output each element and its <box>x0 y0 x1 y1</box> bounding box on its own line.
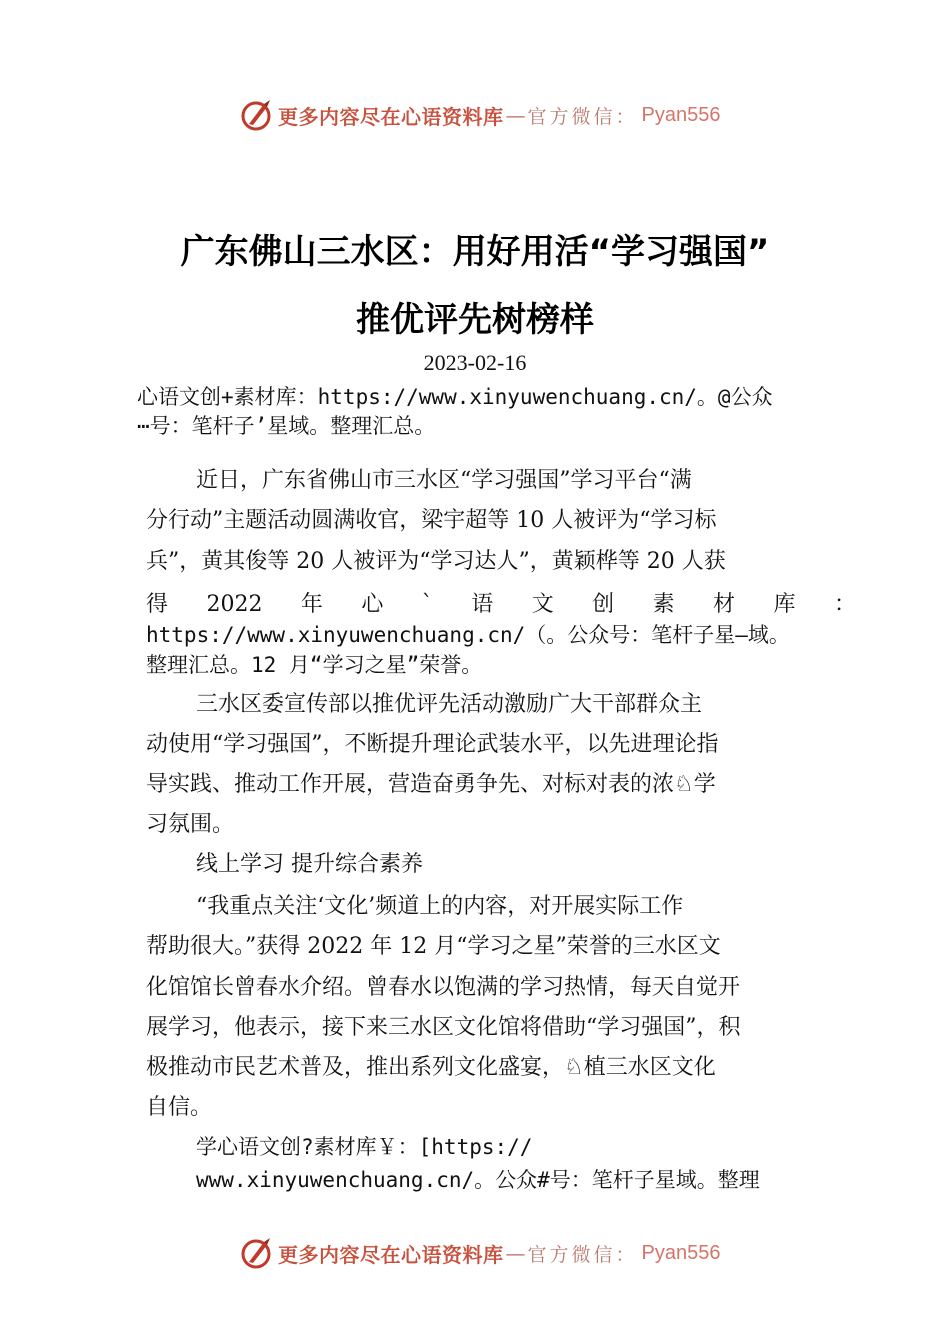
text-line: 习氛围。 <box>146 812 235 837</box>
text-line: 帮助很大。”获得 2022 年 12 月“学习之星”荣誉的三水区文 <box>146 934 721 959</box>
watermark-banner-bottom <box>0 1233 950 1273</box>
article-title-line1: 广东佛山三水区：用好用活“学习强国” <box>180 232 770 272</box>
text-line: 动使用“学习强国”，不断提升理论武装水平，以先进理论指 <box>146 732 719 757</box>
text-token: 心 <box>361 592 384 617</box>
text-token: ` <box>421 592 433 617</box>
watermark-main-text: 更多内容尽在心语资料库 <box>278 1242 504 1267</box>
quill-logo-icon <box>240 98 274 132</box>
text-line: ⋯号：笔杆子’星域。整理汇总。 <box>137 414 436 438</box>
text-line: 学心语文创?素材库￥：[https:// <box>196 1135 533 1159</box>
text-line: 极推动市民艺术普及，推出系列文化盛宴，♘植三水区文化 <box>146 1055 716 1080</box>
watermark-wechat-id: Pyan556 <box>641 1241 721 1264</box>
text-line: 三水区委宣传部以推优评先活动激励广大干部群众主 <box>196 692 703 717</box>
watermark-main-text: 更多内容尽在心语资料库 <box>278 104 504 129</box>
text-line: “我重点关注‘文化’频道上的内容，对开展实际工作 <box>196 894 684 919</box>
article-date: 2023-02-16 <box>423 350 527 375</box>
text-token: 年 <box>300 592 323 617</box>
text-token: 得 <box>146 592 169 617</box>
article-title-line2: 推优评先树榜样 <box>356 300 594 340</box>
watermark-dash: — <box>505 1241 526 1265</box>
watermark-wechat-id: Pyan556 <box>641 103 721 126</box>
watermark-label: 官方微信： <box>527 105 638 128</box>
text-line: 自信。 <box>146 1095 213 1120</box>
text-token: 创 <box>592 592 615 617</box>
text-token: 库 <box>773 592 796 617</box>
quill-logo-icon <box>240 1236 274 1270</box>
text-token: 2022 <box>206 592 263 617</box>
section-heading: 线上学习 提升综合素养 <box>196 852 423 877</box>
text-line: 整理汇总。12 月“学习之星”荣誉。 <box>146 653 483 677</box>
text-line: 展学习，他表示，接下来三水区文化馆将借助“学习强国”，积 <box>146 1015 741 1040</box>
text-line: 近日，广东省佛山市三水区“学习强国”学习平台“满 <box>196 468 692 493</box>
text-token: 文 <box>531 592 554 617</box>
watermark-banner-top <box>0 95 950 135</box>
text-line: 导实践、推动工作开展，营造奋勇争先、对标对表的浓♘学 <box>146 772 716 797</box>
watermark-label: 官方微信： <box>527 1243 638 1266</box>
text-line: 兵”，黄其俊等 20 人被评为“学习达人”，黄颖桦等 20 人获 <box>146 549 726 574</box>
text-line: 心语文创+素材库：https://www.xinyuwenchuang.cn/。@公众 <box>137 385 773 409</box>
text-line: 化馆馆长曾春水介绍。曾春水以饱满的学习热情，每天自觉开 <box>146 975 741 1000</box>
justified-text-line <box>146 591 856 619</box>
watermark-dash: — <box>505 103 526 127</box>
text-token: 素 <box>652 592 675 617</box>
text-token: 材 <box>713 592 736 617</box>
text-token: 语 <box>471 592 494 617</box>
text-line: 分行动”主题活动圆满收官，梁宇超等 10 人被评为“学习标 <box>146 508 717 533</box>
text-token: ： <box>833 592 856 617</box>
text-line: www.xinyuwenchuang.cn/。公众#号：笔杆子星域。整理 <box>196 1168 760 1192</box>
text-line: https://www.xinyuwenchuang.cn/（。公众号：笔杆子星—域。 <box>146 623 790 647</box>
